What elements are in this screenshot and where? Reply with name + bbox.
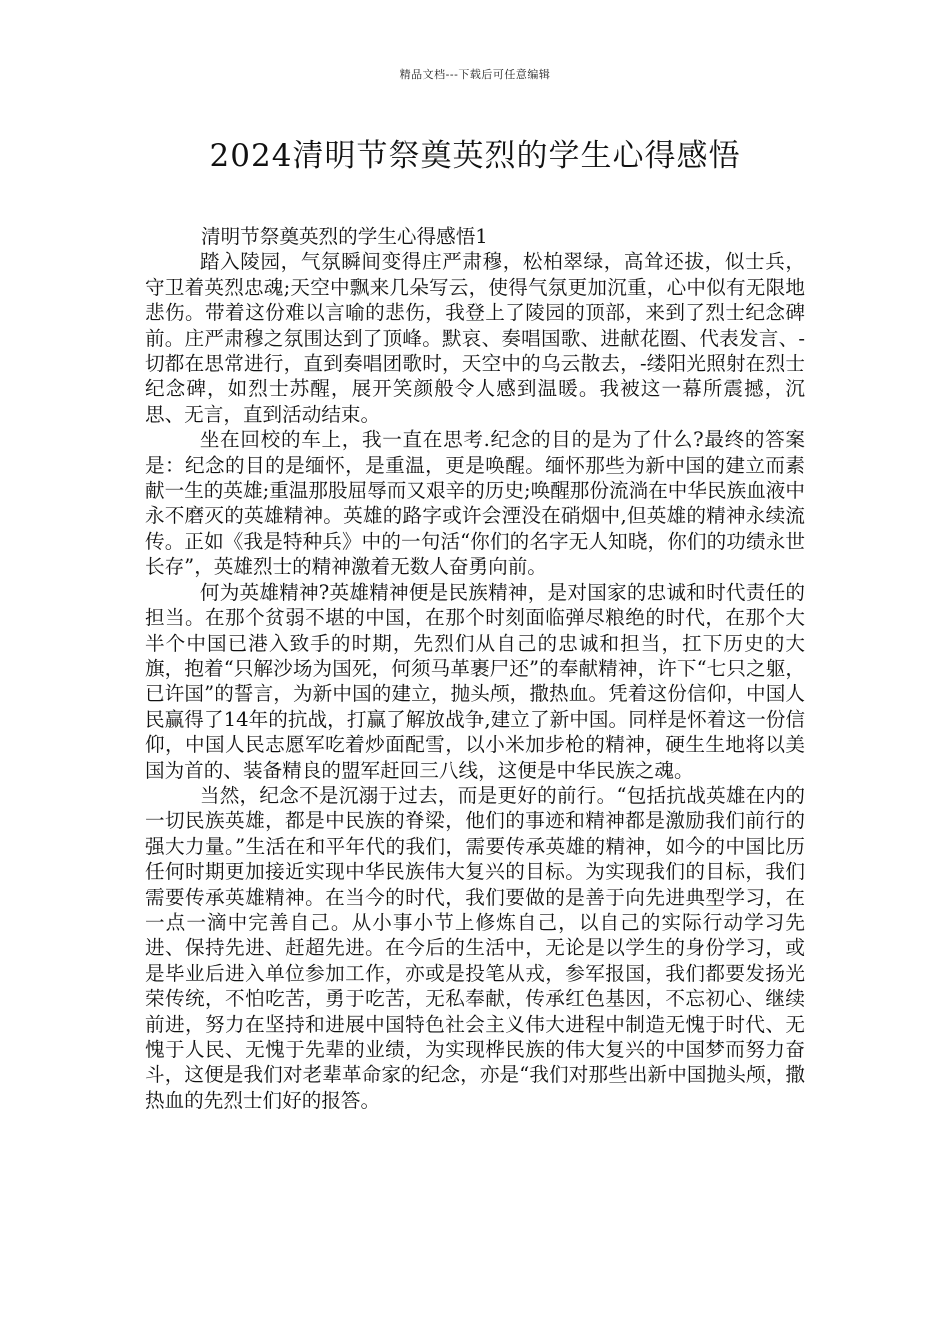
header-note: 精品文档---下载后可任意编辑 [399,68,551,81]
document-title: 2024清明节祭奠英烈的学生心得感悟 [209,138,741,174]
paragraph-2: 坐在回校的车上，我一直在思考.纪念的目的是为了什么?最终的答案是：纪念的目的是缅怀，是重温，更是唤醒。缅怀那些为新中国的建立而素献一生的英雄;重温那股屈辱而又艰辛的历史;唤醒那份流淌在中华民族血液中永不磨灭的英雄精神。英雄的路字或许会湮没在硝烟中,但英雄的精神永续流传。正如《我是特种兵》中的一句活“你们的名字无人知晓，你们的功绩永世长存”，英雄烈士的精神激着无数人奋勇向前。 [145,428,805,579]
paragraph-4: 当然，纪念不是沉溺于过去，而是更好的前行。“包括抗战英雄在内的一切民族英雄，都是中民族的脊梁，他们的事迹和精神都是激励我们前行的强大力量。”生活在和平年代的我们，需要传承英雄的精神，如今的中国比历任何时期更加接近实现中华民族伟大复兴的目标。为实现我们的目标，我们需要传承英雄精神。在当今的时代，我们要做的是善于向先进典型学习，在一点一滴中完善自己。从小事小节上修炼自己，以自己的实际行动学习先进、保持先进、赶超先进。在今后的生活中，无论是以学生的身份学习，或是毕业后进入单位参加工作，亦或是投笔从戎，参军报国，我们都要发扬光荣传统，不怕吃苦，勇于吃苦，无私奉献，传承红色基因，不忘初心、继续前进，努力在坚持和进展中国特色社会主义伟大进程中制造无愧于时代、无愧于人民、无愧于先辈的业绩，为实现桦民族的伟大复兴的中国梦而努力奋斗，这便是我们对老辈革命家的纪念，亦是“我们对那些出新中国抛头颅，撒热血的先烈士们好的报答。 [145,783,805,1112]
paragraph-1: 踏入陵园，气氛瞬间变得庄严肃穆，松柏翠绿，高耸还拔，似士兵，守卫着英烈忠魂;天空中飘来几朵写云，使得气氛更加沉重，心中似有无限地悲伤。带着这份难以言喻的悲伤，我登上了陵园的顶部，来到了烈士纪念碑前。庄严肃穆之氛围达到了顶峰。默哀、奏唱国歌、进献花圈、代表发言、-切都在思常进行，直到奏唱团歌时，天空中的乌云散去，-缕阳光照射在烈士纪念碑，如烈士苏醒，展开笑颜般令人感到温暖。我被这一幕所震撼，沉思、无言，直到活动结束。 [145,250,805,426]
section-subheading: 清明节祭奠英烈的学生心得感悟1 [201,225,488,248]
paragraph-3: 何为英雄精神?英雄精神便是民族精神，是对国家的忠诚和时代责任的担当。在那个贫弱不堪的中国，在那个时刻面临弹尽粮绝的时代，在那个大半个中国已港入致手的时期，先烈们从自己的忠诚和担当，扛下历史的大旗，抱着“只解沙场为国死，何须马革裹尸还”的奉献精神，许下“七只之躯，已许国”的誓言，为新中国的建立，抛头颅，撒热血。凭着这份信仰，中国人民赢得了14年的抗战，打赢了解放战争,建立了新中国。同样是怀着这一份信仰，中国人民志愿军吃着炒面配雪，以小米加步枪的精神，硬生生地将以美国为首的、装备精良的盟军赶回三八线，这便是中华民族之魂。 [145,580,805,782]
document-body [145,224,805,1113]
